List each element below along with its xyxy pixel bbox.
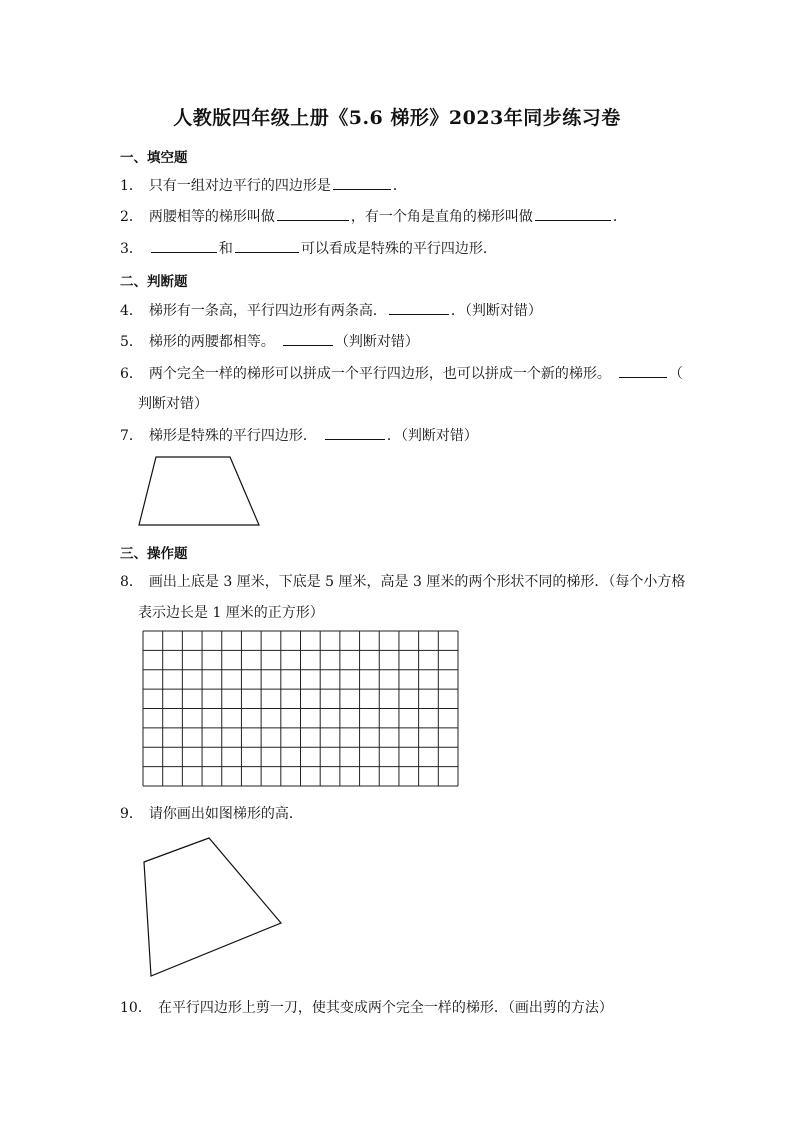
question-number: 3．: [120, 241, 143, 257]
question-text: 梯形是特殊的平行四边形．: [148, 428, 317, 444]
question-number: 8．: [120, 574, 143, 590]
section-heading-true-false: 二、判断题: [120, 274, 188, 290]
question-number: 2．: [120, 209, 143, 225]
question-number: 7．: [120, 428, 143, 444]
question-number: 10．: [120, 1000, 152, 1016]
question-number: 6．: [120, 366, 143, 382]
answer-blank[interactable]: [619, 363, 667, 378]
question-1: [120, 175, 407, 196]
square-grid[interactable]: [142, 630, 462, 790]
question-4: [120, 300, 542, 321]
question-text: ．: [612, 209, 627, 225]
question-text: 两腰相等的梯形叫做: [148, 209, 275, 225]
question-text: 画出上底是 3 厘米，下底是 5 厘米，高是 3 厘米的两个形状不同的梯形．（每个小方格: [148, 574, 686, 590]
question-text: 和: [218, 241, 233, 257]
answer-blank[interactable]: [235, 238, 299, 253]
question-number: 9．: [120, 806, 143, 822]
question-8: [120, 572, 685, 592]
question-5: [120, 331, 419, 352]
question-7: [120, 425, 478, 446]
question-6: [120, 363, 683, 384]
question-text: ．（判断对错）: [386, 428, 478, 444]
question-10: [120, 998, 613, 1018]
answer-blank[interactable]: [151, 238, 217, 253]
question-text: 只有一组对边平行的四边形是: [148, 178, 331, 194]
section-heading-operation: 三、操作题: [120, 546, 188, 562]
question-text: （: [668, 366, 683, 382]
question-2: [120, 206, 627, 227]
question-text: 请你画出如图梯形的高．: [148, 806, 303, 822]
tilted-trapezoid-figure: [140, 834, 285, 979]
question-text: （判断对错）: [334, 334, 419, 350]
question-6-continued: 判断对错）: [138, 396, 208, 412]
question-text: ，有一个角是直角的梯形叫做: [350, 209, 533, 225]
question-text: 梯形有一条高，平行四边形有两条高．: [148, 303, 387, 319]
question-text: 两个完全一样的梯形可以拼成一个平行四边形，也可以拼成一个新的梯形。: [148, 366, 611, 382]
answer-blank[interactable]: [333, 175, 391, 190]
question-number: 1．: [120, 178, 143, 194]
question-text: 梯形的两腰都相等。: [148, 334, 275, 350]
question-text: 在平行四边形上剪一刀，使其变成两个完全一样的梯形．（画出剪的方法）: [157, 1000, 613, 1016]
question-text: ．（判断对错）: [450, 303, 542, 319]
section-heading-fill-in: 一、填空题: [120, 150, 188, 166]
page-title: 人教版四年级上册《5.6 梯形》2023年同步练习卷: [173, 107, 621, 129]
question-8-continued: 表示边长是 1 厘米的正方形）: [138, 605, 324, 621]
answer-blank[interactable]: [283, 331, 333, 346]
question-number: 5．: [120, 334, 143, 350]
answer-blank[interactable]: [535, 206, 611, 221]
question-text: 可以看成是特殊的平行四边形．: [300, 241, 497, 257]
answer-blank[interactable]: [277, 206, 349, 221]
answer-blank[interactable]: [325, 425, 385, 440]
question-text: ．: [392, 178, 407, 194]
question-9: [120, 804, 303, 824]
answer-blank[interactable]: [389, 300, 449, 315]
question-number: 4．: [120, 303, 143, 319]
trapezoid-figure: [136, 453, 266, 528]
question-3: [120, 238, 497, 259]
